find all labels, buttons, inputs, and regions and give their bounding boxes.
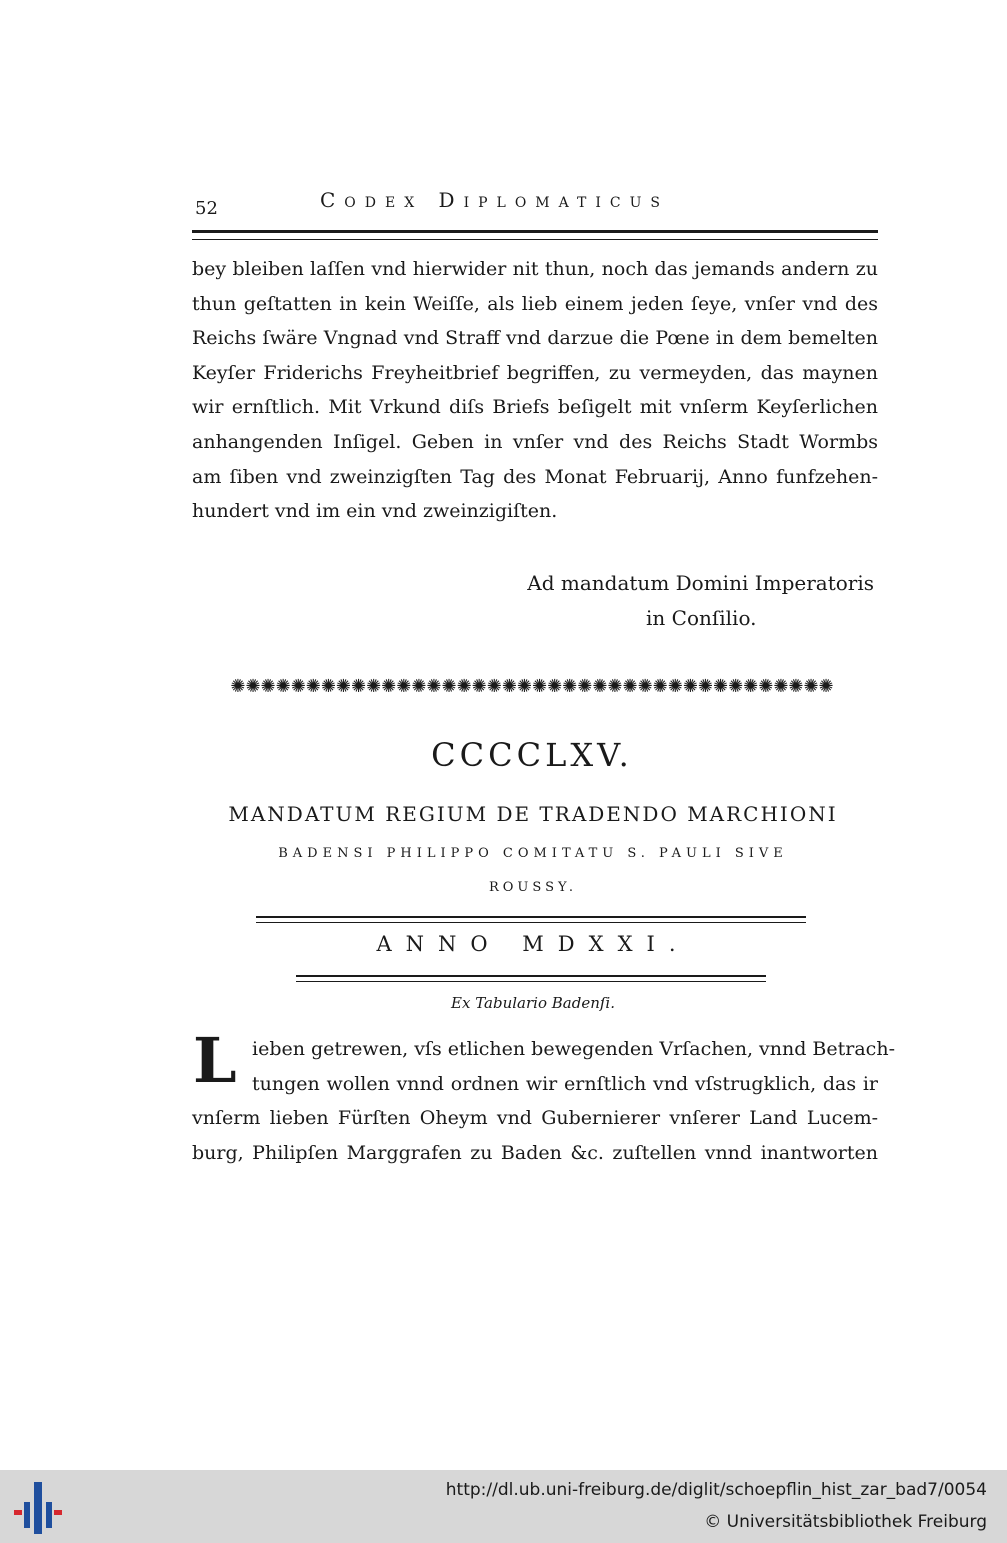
paragraph-1 [192,252,878,529]
text-line: burg, Philipſen Marggrafen zu Baden &c. zuſtellen vnnd inantworten [192,1141,878,1164]
document-number: CCCCLXV. [431,736,633,774]
page-number: 52 [195,198,218,219]
drop-cap: L [193,1024,237,1097]
document-title-line: BADENSI PHILIPPO COMITATU S. PAULI SIVE [278,846,788,861]
signature-line: Ad mandatum Domini Imperatoris [527,571,874,595]
document-url[interactable]: http://dl.ub.uni-freiburg.de/diglit/schoepflin_hist_zar_bad7/0054 [445,1480,987,1500]
text-line: bey bleiben laſſen vnd hierwider nit thun, noch das jemands andern zu [192,258,878,280]
text-line: tungen wollen vnnd ordnen wir ernſtlich vnd vſstrugklich, das ir [252,1072,878,1095]
year-rule-top [256,916,806,923]
university-logo-icon [12,1480,64,1536]
text-line: Keyſer Friderichs Freyheitbrief begriffen, zu vermeyden, das maynen [192,361,878,384]
source-note: Ex Tabulario Badenſi. [451,994,615,1012]
document-title-line: MANDATUM REGIUM DE TRADENDO MARCHIONI [228,802,838,826]
document-year: ANNO MDXXI. [376,932,690,956]
footer-bar [0,1470,1007,1543]
running-title: Codex Diplomaticus [320,188,669,212]
text-line: ieben getrewen, vſs etlichen bewegenden Vrſachen, vnnd Betrach- [252,1038,895,1060]
paragraph-2 [192,1024,895,1170]
text-line: hundert vnd im ein vnd zweinzigiſten. [192,500,558,523]
text-line: wir ernſtlich. Mit Vrkund diſs Briefs beſigelt mit vnſerm Keyſerlichen [192,396,878,419]
ornamental-divider: ✺✺✺✺✺✺✺✺✺✺✺✺✺✺✺✺✺✺✺✺✺✺✺✺✺✺✺✺✺✺✺✺✺✺✺✺✺✺✺✺ [230,676,834,697]
text-line: anhangenden Inſigel. Geben in vnſer vnd des Reichs Stadt Wormbs [192,430,878,453]
year-rule-bottom [296,975,766,982]
text-line: am ſiben vnd zweinzigſten Tag des Monat Februarij, Anno funfzehen- [192,465,878,488]
signature-line: in Conſilio. [646,606,757,630]
text-line: vnſerm lieben Fürſten Oheym vnd Gubernierer vnſerer Land Lucem- [192,1107,878,1130]
copyright-notice: © Universitätsbibliothek Freiburg [704,1512,987,1532]
text-line: thun geſtatten in kein Weiſſe, als lieb einem jeden ſeye, vnſer vnd des [192,292,878,315]
signature-block [500,566,874,636]
page-header [192,186,878,226]
text-line: Reichs ſwäre Vngnad vnd Straff vnd darzue die Pœne in dem bemelten [192,327,878,350]
document-title-line: ROUSSY. [488,880,578,895]
header-rule [192,230,878,240]
